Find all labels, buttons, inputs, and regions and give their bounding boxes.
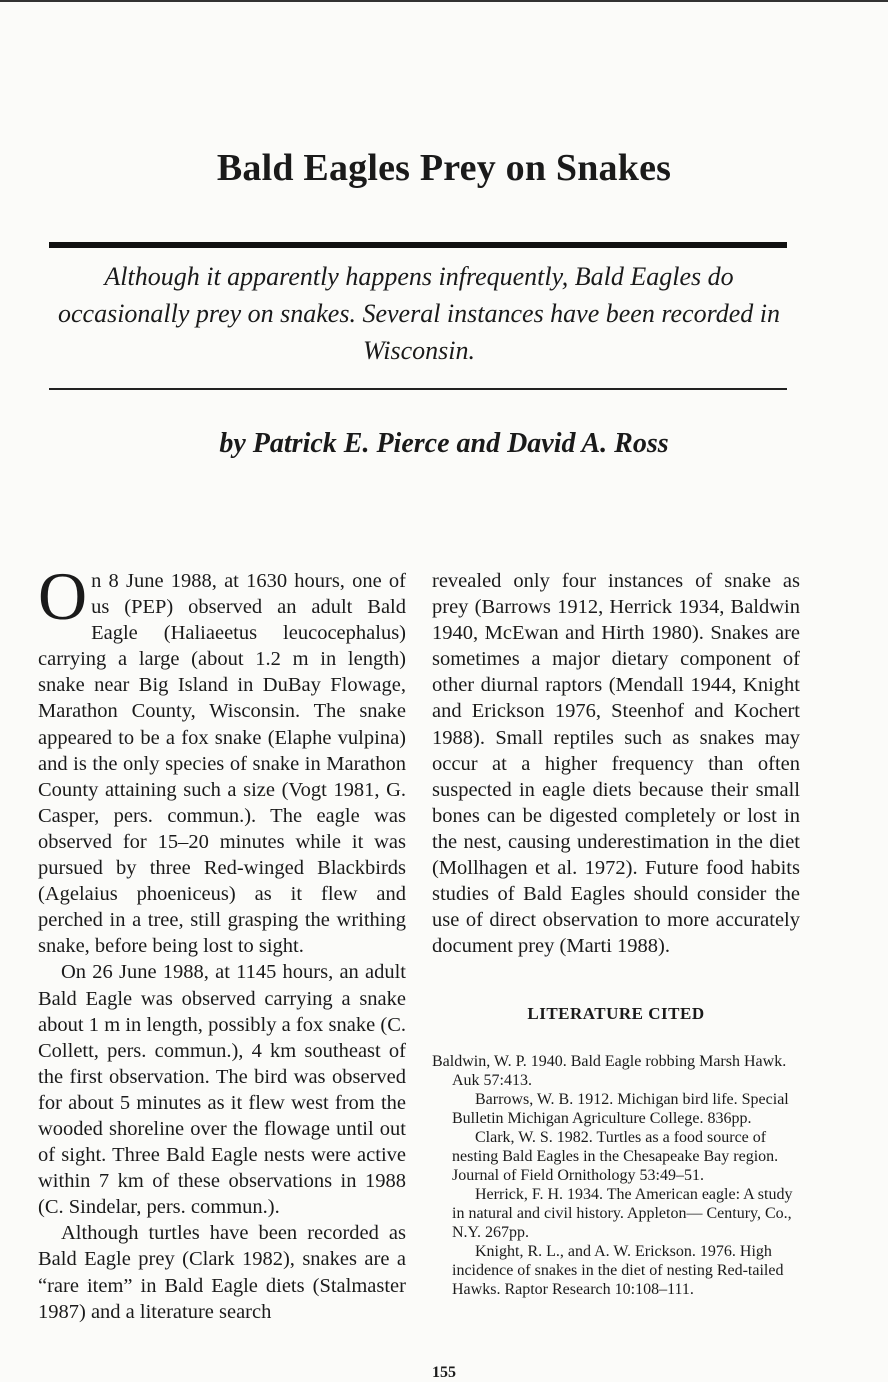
body-paragraph-3-continued: revealed only four instances of snake as prey (Barrows 1912, Herrick 1934, Baldwin 1940, McEwan and Hirth 1980). Snakes are sometimes a major dietary component of other diurnal raptors (Mendall 1944, Knight and Erickson 1976, Steenhof and Kochert 1988). Small reptiles such as snakes may occur at a higher frequency than often suspected in eagle diets because their small bones can be digested completely or lost in the nest, causing underestimation in the diet (Mollhagen et al. 1972). Future food habits studies of Bald Eagles should consider the use of direct observation to more accurately document prey (Marti 1988). — [432, 570, 800, 958]
drop-cap: O — [38, 558, 88, 634]
reference-item: Barrows, W. B. 1912. Michigan bird life. Special Bulletin Michigan Agriculture College. 836pp. — [452, 1090, 789, 1127]
reference-item: Baldwin, W. P. 1940. Bald Eagle robbing Marsh Hawk. Auk 57:413. — [432, 1052, 787, 1089]
body-paragraph-2: On 26 June 1988, at 1145 hours, an adult Bald Eagle was observed carrying a snake about 1 m in length, possibly a fox snake (C. Collett, pers. commun.), 4 km southeast of the first observation. The bird was observed for about 5 minutes as it flew west from the wooded shoreline over the flowage until out of sight. Three Bald Eagle nests were active within 7 km of these observations in 1988 (C. Sindelar, pers. commun.). — [38, 961, 406, 1219]
article-byline: by Patrick E. Pierce and David A. Ross — [219, 428, 669, 459]
article-title: Bald Eagles Prey on Snakes — [216, 147, 672, 189]
reference-item: Herrick, F. H. 1934. The American eagle: A study in natural and civil history. Appleton— Century, Co., N.Y. 267pp. — [452, 1185, 793, 1241]
abstract-divider-thin — [49, 388, 787, 390]
page-number: 155 — [432, 1364, 456, 1381]
top-border-line — [0, 0, 888, 2]
references-list — [432, 1052, 800, 1299]
body-paragraph-1 — [38, 558, 406, 959]
paragraph-1-text: n 8 June 1988, at 1630 hours, one of us (PEP) observed an adult Bald Eagle (Haliaeetus leucocephalus) carrying a large (about 1.2 m in length) snake near Big Island in DuBay Flowage, Marathon County, Wisconsin. The snake appeared to be a fox snake (Elaphe vulpina) and is the only species of snake in Marathon County attaining such a size (Vogt 1981, G. Casper, pers. commun.). The eagle was observed for 15–20 minutes while it was pursued by three Red-winged Blackbirds (Agelaius phoeniceus) as it flew and perched in a tree, still grasping the writhing snake, before being lost to sight. — [38, 570, 406, 958]
body-column-right — [432, 568, 800, 1299]
title-divider-thick — [49, 242, 787, 248]
article-abstract: Although it apparently happens infrequently, Bald Eagles do occasionally prey on snakes. Several instances have been recorded in Wisconsin. — [58, 262, 780, 365]
body-paragraph-3-start: Although turtles have been recorded as Bald Eagle prey (Clark 1982), snakes are a “rare item” in Bald Eagle diets (Stalmaster 1987) and a literature search — [38, 1222, 406, 1323]
literature-cited-heading: LITERATURE CITED — [527, 1004, 705, 1024]
reference-item: Knight, R. L., and A. W. Erickson. 1976. High incidence of snakes in the diet of nesting Red-tailed Hawks. Raptor Research 10:108–111. — [452, 1242, 784, 1298]
body-column-left — [38, 558, 406, 1325]
reference-item: Clark, W. S. 1982. Turtles as a food source of nesting Bald Eagles in the Chesapeake Bay region. Journal of Field Ornithology 53:49–51. — [452, 1128, 779, 1184]
